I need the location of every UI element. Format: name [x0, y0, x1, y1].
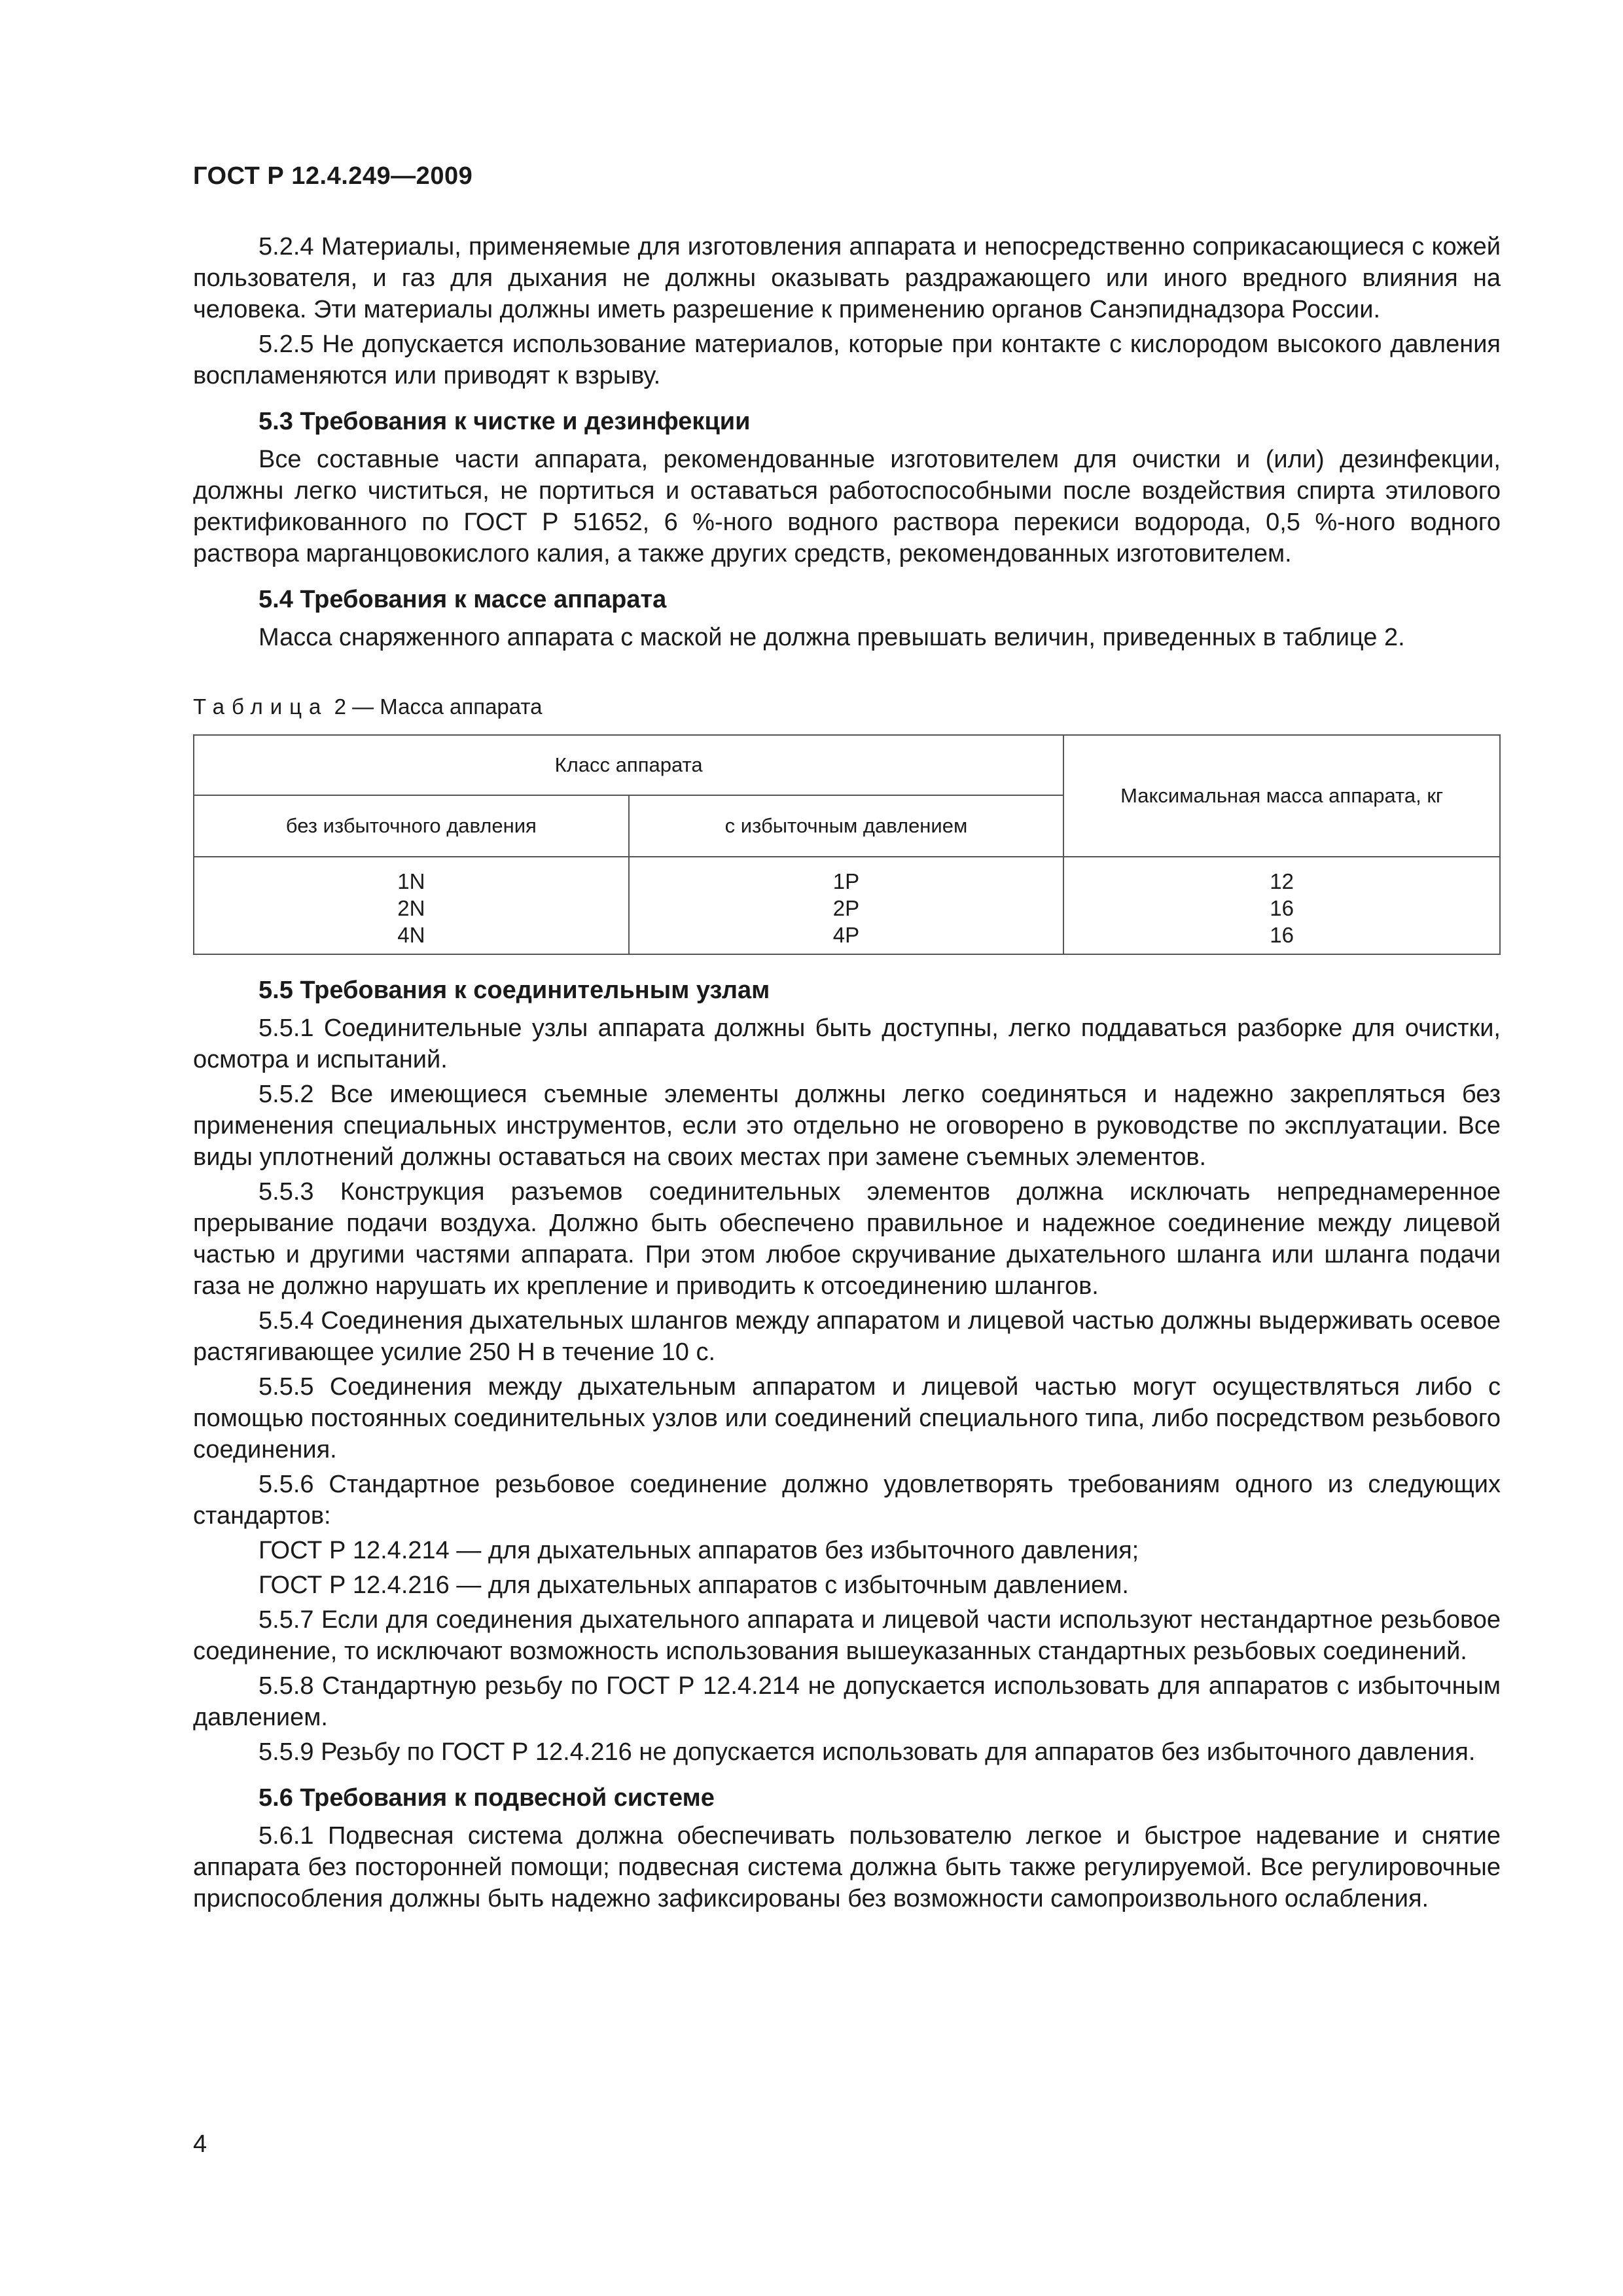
paragraph-5-5-6: 5.5.6 Стандартное резьбовое соединение должно удовлетворять требованиям одного из следующих стандартов:	[193, 1471, 1501, 1530]
paragraph-5-4: Масса снаряженного аппарата с маской не должна превышать величин, приведенных в таблице 2.	[259, 624, 1405, 651]
table-cell-pressure	[629, 857, 1064, 954]
section-heading-5-6: 5.6 Требования к подвесной системе	[259, 1784, 715, 1812]
paragraph-5-2-4: 5.2.4 Материалы, применяемые для изготовления аппарата и непосредственно соприкасающиеся с кожей пользователя, и газ для дыхания не должны оказывать раздражающего или иного вредного влияния на человека. Эти материалы должны иметь разрешение к применению органов Санэпиднадзора России.	[193, 233, 1501, 323]
paragraph-5-5-2: 5.5.2 Все имеющиеся съемные элементы должны легко соединяться и надежно закрепляться без применения специальных инструментов, если это отдельно не оговорено в руководстве по эксплуатации. Все виды уплотнений должны оставаться на своих местах при замене съемных элементов.	[193, 1081, 1501, 1171]
table-caption	[193, 691, 1501, 723]
paragraph-5-5-1: 5.5.1 Соединительные узлы аппарата должны быть доступны, легко поддаваться разборке для очистки, осмотра и испытаний.	[193, 1014, 1501, 1073]
table-value: 4P	[832, 923, 860, 947]
table-value: 16	[1270, 896, 1294, 920]
paragraph-5-5-7: 5.5.7 Если для соединения дыхательного аппарата и лицевой части используют нестандартное резьбовое соединение, то исключают возможность использования вышеуказанных стандартных резьбовых соединений.	[193, 1606, 1501, 1665]
paragraph-5-5-4: 5.5.4 Соединения дыхательных шлангов между аппаратом и лицевой частью должны выдерживать осевое растягивающее усилие 250 Н в течение 10 с.	[193, 1307, 1501, 1366]
table-value: 16	[1270, 923, 1294, 947]
table-header-mass: Максимальная масса аппарата, кг	[1063, 735, 1500, 857]
document-body	[193, 231, 1501, 1918]
table-caption-title: 2 — Масса аппарата	[334, 694, 543, 719]
table-value: 1N	[397, 869, 425, 893]
paragraph-5-5-8: 5.5.8 Стандартную резьбу по ГОСТ Р 12.4.214 не допускается использовать для аппаратов с избыточным давлением.	[193, 1672, 1501, 1731]
document-code-header: ГОСТ Р 12.4.249—2009	[193, 162, 473, 190]
paragraph-5-6-1: 5.6.1 Подвесная система должна обеспечивать пользователю легкое и быстрое надевание и снятие аппарата без посторонней помощи; подвесная система должна быть также регулируемой. Все регулировочные приспособления должны быть надежно зафиксированы без возможности самопроизвольного ослабления.	[193, 1822, 1501, 1912]
section-heading-5-5: 5.5 Требования к соединительным узлам	[259, 977, 770, 1004]
table-value: 2P	[832, 896, 860, 920]
table-header-class: Класс аппарата	[194, 735, 1063, 795]
table-caption-word: Таблица	[193, 694, 329, 719]
paragraph-5-3: Все составные части аппарата, рекомендованные изготовителем для очистки и (или) дезинфекции, должны легко чиститься, не портиться и оставаться работоспособными после воздействия спирта этилового ректификованного по ГОСТ Р 51652, 6 %-ного водного раствора перекиси водорода, 0,5 %-ного водного раствора марганцовокислого калия, а также других средств, рекомендованных изготовителем.	[193, 446, 1501, 567]
table-value: 2N	[397, 896, 425, 920]
paragraph-5-5-3: 5.5.3 Конструкция разъемов соединительных элементов должна исключать непреднамеренное прерывание подачи воздуха. Должно быть обеспечено правильное и надежное соединение между лицевой частью и другими частями аппарата. При этом любое скручивание дыхательного шланга или шланга подачи газа не должно нарушать их крепление и приводить к отсоединению шлангов.	[193, 1178, 1501, 1300]
paragraph-5-5-5: 5.5.5 Соединения между дыхательным аппаратом и лицевой частью могут осуществляться либо с помощью постоянных соединительных узлов или соединений специального типа, либо посредством резьбового соединения.	[193, 1373, 1501, 1463]
section-heading-5-3: 5.3 Требования к чистке и дезинфекции	[259, 408, 751, 435]
section-heading-5-4: 5.4 Требования к массе аппарата	[259, 586, 667, 613]
table-row	[194, 857, 1500, 954]
page-number: 4	[193, 2130, 207, 2158]
table-cell-no-pressure	[194, 857, 629, 954]
table-value: 1P	[832, 869, 860, 893]
paragraph-5-2-5: 5.2.5 Не допускается использование материалов, которые при контакте с кислородом высокого давления воспламеняются или приводят к взрыву.	[193, 331, 1501, 389]
paragraph-standard-216: ГОСТ Р 12.4.216 — для дыхательных аппаратов с избыточным давлением.	[259, 1571, 1129, 1599]
table-subheader-no-pressure: без избыточного давления	[194, 795, 629, 857]
table-subheader-pressure: с избыточным давлением	[629, 795, 1064, 857]
paragraph-standard-214: ГОСТ Р 12.4.214 — для дыхательных аппаратов без избыточного давления;	[259, 1537, 1139, 1564]
paragraph-5-5-9: 5.5.9 Резьбу по ГОСТ Р 12.4.216 не допускается использовать для аппаратов без избыточного давления.	[259, 1738, 1476, 1766]
table-value: 12	[1270, 869, 1294, 893]
table-cell-mass	[1063, 857, 1500, 954]
table-value: 4N	[397, 923, 425, 947]
mass-table	[193, 734, 1501, 955]
